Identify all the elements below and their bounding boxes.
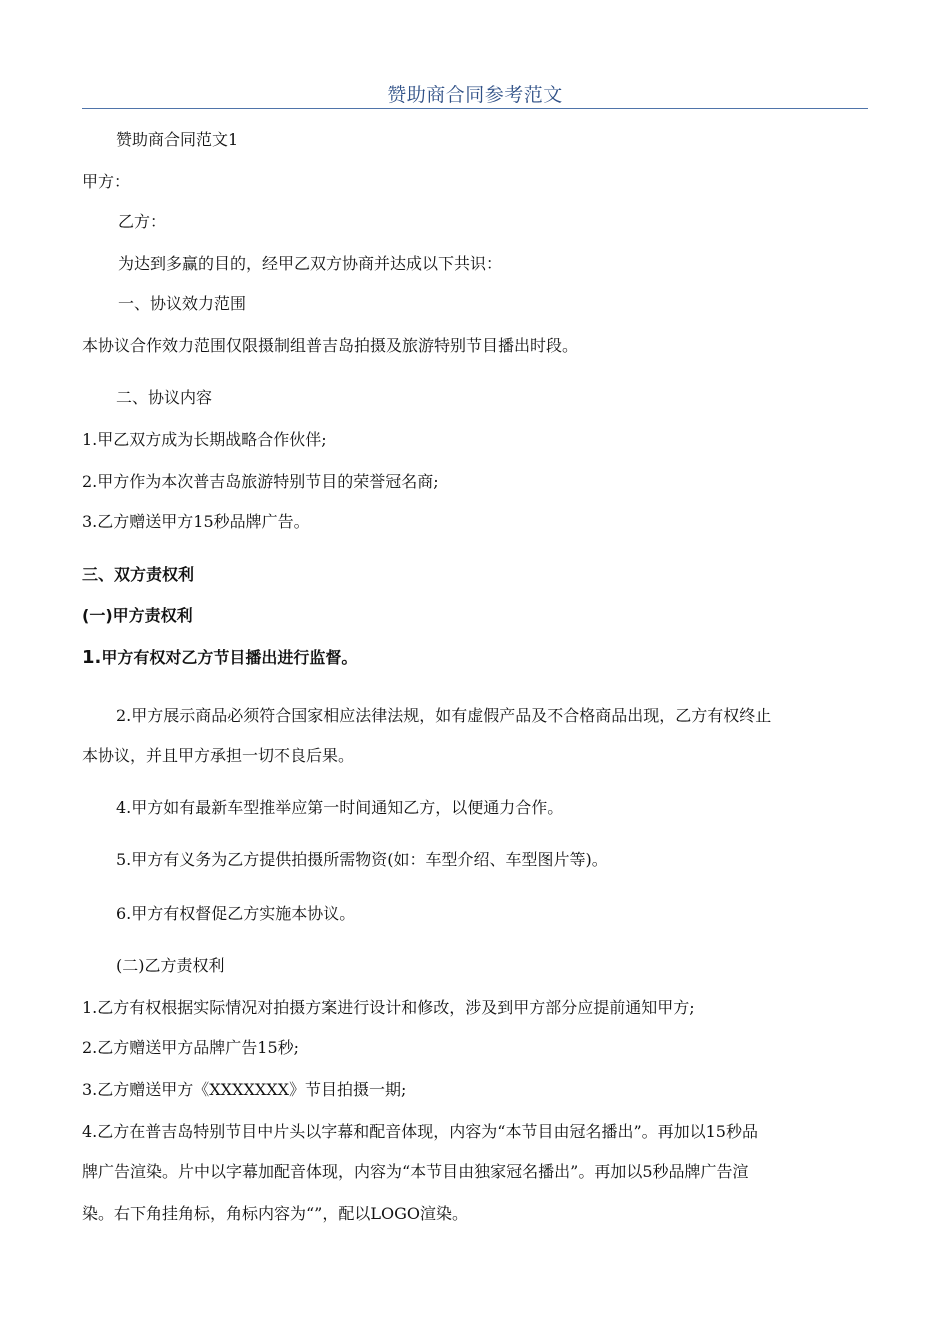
- subsection-heading-party-b: (二)乙方责权利: [116, 956, 225, 975]
- party-a-item-5: 5.甲方有义务为乙方提供拍摄所需物资(如：车型介绍、车型图片等)。: [116, 850, 608, 869]
- party-b-item-2: 2.乙方赠送甲方品牌广告15秒;: [82, 1038, 300, 1057]
- party-a-item-6: 6.甲方有权督促乙方实施本协议。: [116, 904, 356, 923]
- page-header-title: 赞助商合同参考范文: [387, 84, 563, 106]
- party-a-item-4: 4.甲方如有最新车型推举应第一时间通知乙方，以便通力合作。: [116, 798, 564, 817]
- party-b-item-1: 1.乙方有权根据实际情况对拍摄方案进行设计和修改，涉及到甲方部分应提前通知甲方;: [82, 998, 695, 1017]
- party-b-item-4-line-2: 牌广告渲染。片中以字幕加配音体现，内容为“本节目由独家冠名播出”。再加以5秒品牌广告渲: [82, 1162, 749, 1181]
- subsection-heading-party-a: (一)甲方责权利: [82, 606, 193, 625]
- section-2-item-3: 3.乙方赠送甲方15秒品牌广告。: [82, 512, 310, 531]
- party-a-right-1-number: 1.: [82, 647, 102, 668]
- section-heading-3: 三、双方责权利: [82, 565, 195, 584]
- intro-paragraph: 为达到多赢的目的，经甲乙双方协商并达成以下共识：: [118, 254, 503, 273]
- header-divider: [82, 108, 868, 109]
- party-b-item-3: 3.乙方赠送甲方《XXXXXXX》节目拍摄一期;: [82, 1080, 407, 1099]
- section-2-item-1: 1.甲乙双方成为长期战略合作伙伴;: [82, 430, 327, 449]
- party-b-item-4-line-1: 4.乙方在普吉岛特别节目中片头以字幕和配音体现，内容为“本节目由冠名播出”。再加以15秒品: [82, 1122, 758, 1141]
- party-a-item-2-line-1: 2.甲方展示商品必须符合国家相应法律法规，如有虚假产品及不合格商品出现，乙方有权终止: [116, 706, 772, 725]
- party-a-line: 甲方：: [82, 172, 131, 191]
- party-a-right-1-text: 甲方有权对乙方节目播出进行监督。: [101, 648, 358, 667]
- party-b-item-4-line-3: 染。右下角挂角标，角标内容为“”，配以LOGO渲染。: [82, 1204, 469, 1223]
- doc-subtitle: 赞助商合同范文1: [116, 130, 239, 149]
- section-heading-1: 一、协议效力范围: [118, 294, 247, 313]
- party-a-item-2-line-2: 本协议，并且甲方承担一切不良后果。: [82, 746, 355, 765]
- section-1-text: 本协议合作效力范围仅限摄制组普吉岛拍摄及旅游特别节目播出时段。: [82, 336, 579, 355]
- party-a-right-1: [82, 648, 357, 668]
- party-b-line: 乙方：: [118, 212, 167, 231]
- section-heading-2: 二、协议内容: [116, 388, 213, 407]
- section-2-item-2: 2.甲方作为本次普吉岛旅游特别节目的荣誉冠名商;: [82, 472, 439, 491]
